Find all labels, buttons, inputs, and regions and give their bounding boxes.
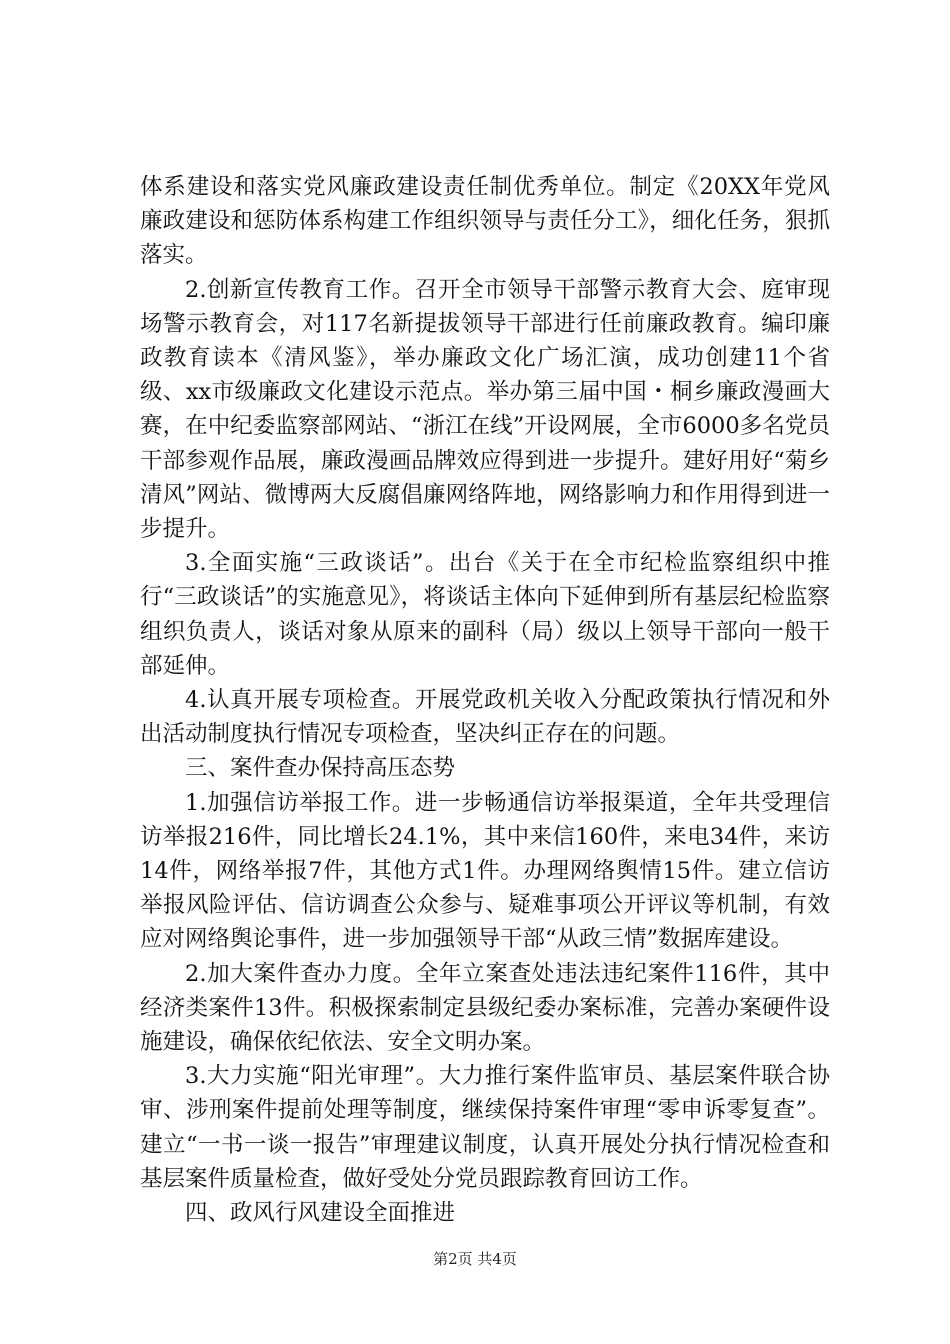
paragraph-petition-reporting: 1.加强信访举报工作。进一步畅通信访举报渠道，全年共受理信访举报216件，同比增长24.1%，其中来信160件，来电34件，来访14件，网络举报7件，其他方式1件。办理网络舆情15件。建立信访举报风险评估、信访调查公众参与、疑难事项公开评议等机制，有效应对网络舆论事件，进一步加强领导干部“从政三情”数据库建设。 xyxy=(140,789,830,953)
paragraph-three-talks: 3.全面实施“三政谈话”。出台《关于在全市纪检监察组织中推行“三政谈话”的实施意见》，将谈话主体向下延伸到所有基层纪检监察组织负责人，谈话对象从原来的副科（局）级以上领导干部向一般干部延伸。 xyxy=(140,550,830,679)
paragraph-continued: 体系建设和落实党风廉政建设责任制优秀单位。制定《20XX年党风廉政建设和惩防体系构建工作组织领导与责任分工》，细化任务，狠抓落实。 xyxy=(140,174,830,269)
paragraph-sunshine-review: 3.大力实施“阳光审理”。大力推行案件监审员、基层案件联合协审、涉刑案件提前处理等制度，继续保持案件审理“零申诉零复查”。建立“一书一谈一报告”审理建议制度，认真开展处分执行情况检查和基层案件质量检查，做好受处分党员跟踪教育回访工作。 xyxy=(140,1063,830,1192)
paragraph-case-investigation: 2.加大案件查办力度。全年立案查处违法违纪案件116件，其中经济类案件13件。积极探索制定县级纪委办案标准，完善办案硬件设施建设，确保依纪依法、安全文明办案。 xyxy=(140,960,830,1056)
page-footer: 第2页 共4页 xyxy=(433,1250,517,1268)
section-heading-government-style: 四、政风行风建设全面推进 xyxy=(185,1200,456,1227)
document-body xyxy=(140,170,830,1230)
paragraph-publicity-education: 2.创新宣传教育工作。召开全市领导干部警示教育大会、庭审现场警示教育会，对117名新提拔领导干部进行任前廉政教育。编印廉政教育读本《清风鉴》，举办廉政文化广场汇演，成功创建11个省级、xx市级廉政文化建设示范点。举办第三届中国・桐乡廉政漫画大赛，在中纪委监察部网站、“浙江在线”开设网展，全市6000多名党员干部参观作品展，廉政漫画品牌效应得到进一步提升。建好用好“菊乡清风”网站、微博两大反腐倡廉网络阵地，网络影响力和作用得到进一步提升。 xyxy=(140,276,830,543)
section-heading-case-handling: 三、案件查办保持高压态势 xyxy=(185,755,456,782)
paragraph-special-inspection: 4.认真开展专项检查。开展党政机关收入分配政策执行情况和外出活动制度执行情况专项检查，坚决纠正存在的问题。 xyxy=(140,687,830,748)
